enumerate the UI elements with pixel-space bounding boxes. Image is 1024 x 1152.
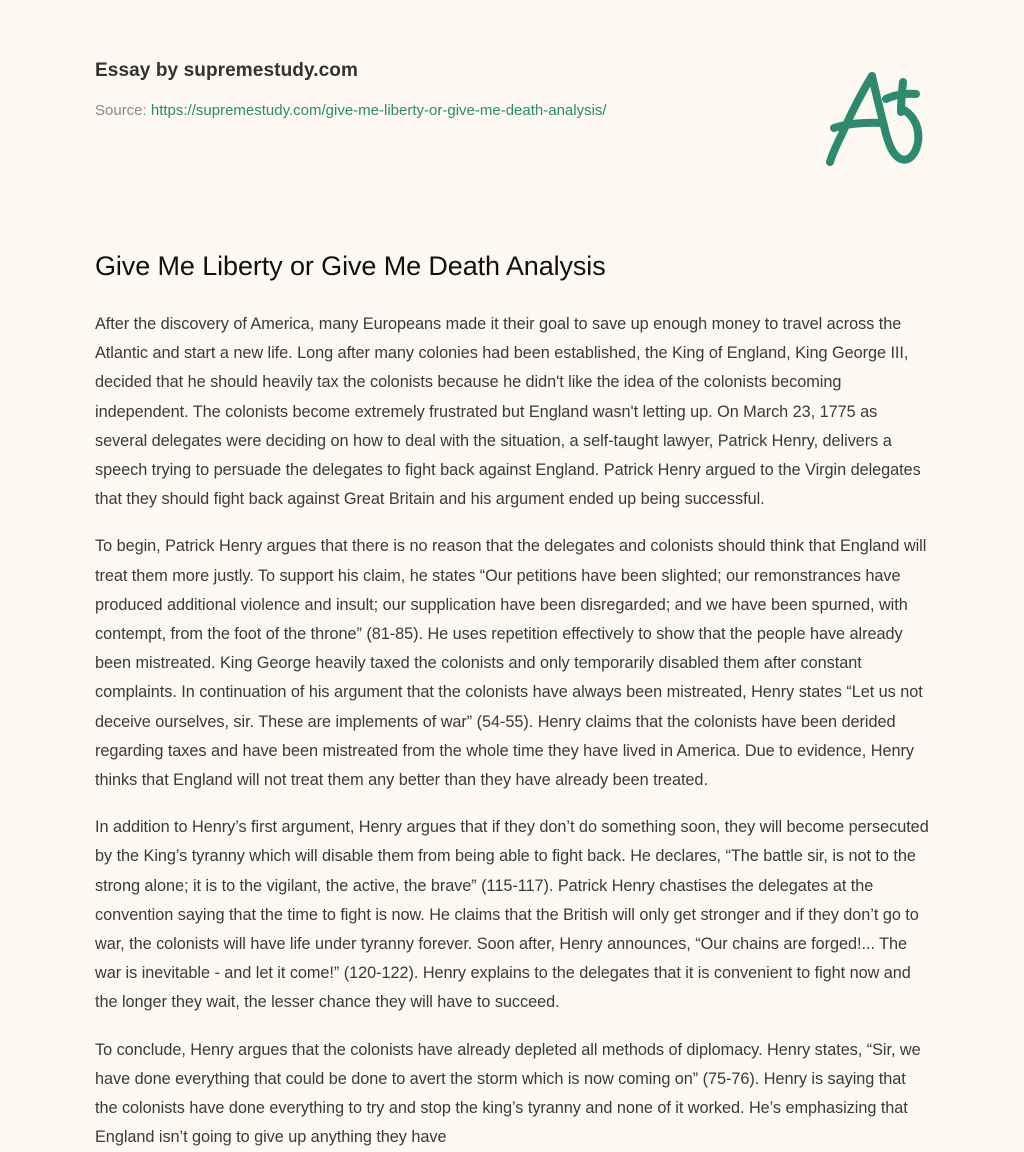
a-plus-logo-icon: [812, 62, 928, 172]
article-paragraph: To conclude, Henry argues that the colonists have already depleted all methods of diplomacy. Henry states, “Sir, we have done everything that could be done to avert the storm which is now coming on” (75-76). Henry is saying that the colonists have done everything to try and stop the king’s tyranny and none of it worked. He’s emphasizing that England isn’t going to give up anything they have: [95, 1040, 921, 1147]
source-label: Source:: [95, 102, 147, 119]
brand-byline: Essay by supremestudy.com: [95, 60, 358, 81]
a-plus-logo: [812, 62, 928, 172]
source-line: [95, 100, 795, 122]
article: [95, 248, 931, 1152]
source-url-link[interactable]: https://supremestudy.com/give-me-liberty-or-give-me-death-analysis/: [150, 102, 607, 119]
article-paragraph: To begin, Patrick Henry argues that there is no reason that the delegates and colonists should think that England will treat them more justly. To support his claim, he states “Our petitions have been slighted; our remonstrances have produced additional violence and insult; our supplication have been disregarded; and we have been spurned, with contempt, from the foot of the throne” (81-85). He uses repetition effectively to show that the people have already been mistreated. King George heavily taxed the colonists and only temporarily disabled them after constant complaints. In continuation of his argument that the colonists have always been mistreated, Henry states “Let us not deceive ourselves, sir. These are implements of war” (54-55). Henry claims that the colonists have been derided regarding taxes and have been mistreated from the whole time they have lived in America. Due to evidence, Henry thinks that England will not treat them any better than they have already been treated.: [95, 537, 927, 790]
article-paragraph: In addition to Henry’s first argument, Henry argues that if they don’t do something soon, they will become persecuted by the King’s tyranny which will disable them from being able to fight back. He declares, “The battle sir, is not to the strong alone; it is to the vigilant, the active, the brave” (115-117). Patrick Henry chastises the delegates at the convention saying that the time to fight is now. He claims that the British will only get stronger and if they don’t go to war, the colonists will have life under tyranny forever. Soon after, Henry announces, “Our chains are forged!... The war is inevitable - and let it come!” (120-122). Henry explains to the delegates that it is convenient to fight now and the longer they wait, the lesser chance they will have to succeed.: [95, 818, 929, 1012]
page-header: [95, 58, 795, 122]
page-title: Give Me Liberty or Give Me Death Analysis: [95, 251, 606, 281]
article-paragraph: After the discovery of America, many Europeans made it their goal to save up enough money to travel across the Atlantic and start a new life. Long after many colonies had been established, the King of England, King George III, decided that he should heavily tax the colonists because he didn't like the idea of the colonists becoming independent. The colonists become extremely frustrated but England wasn't letting up. On March 23, 1775 as several delegates were deciding on how to deal with the situation, a self-taught lawyer, Patrick Henry, delivers a speech trying to persuade the delegates to fight back against England. Patrick Henry argued to the Virgin delegates that they should fight back against Great Britain and his argument ended up being successful.: [95, 315, 921, 509]
